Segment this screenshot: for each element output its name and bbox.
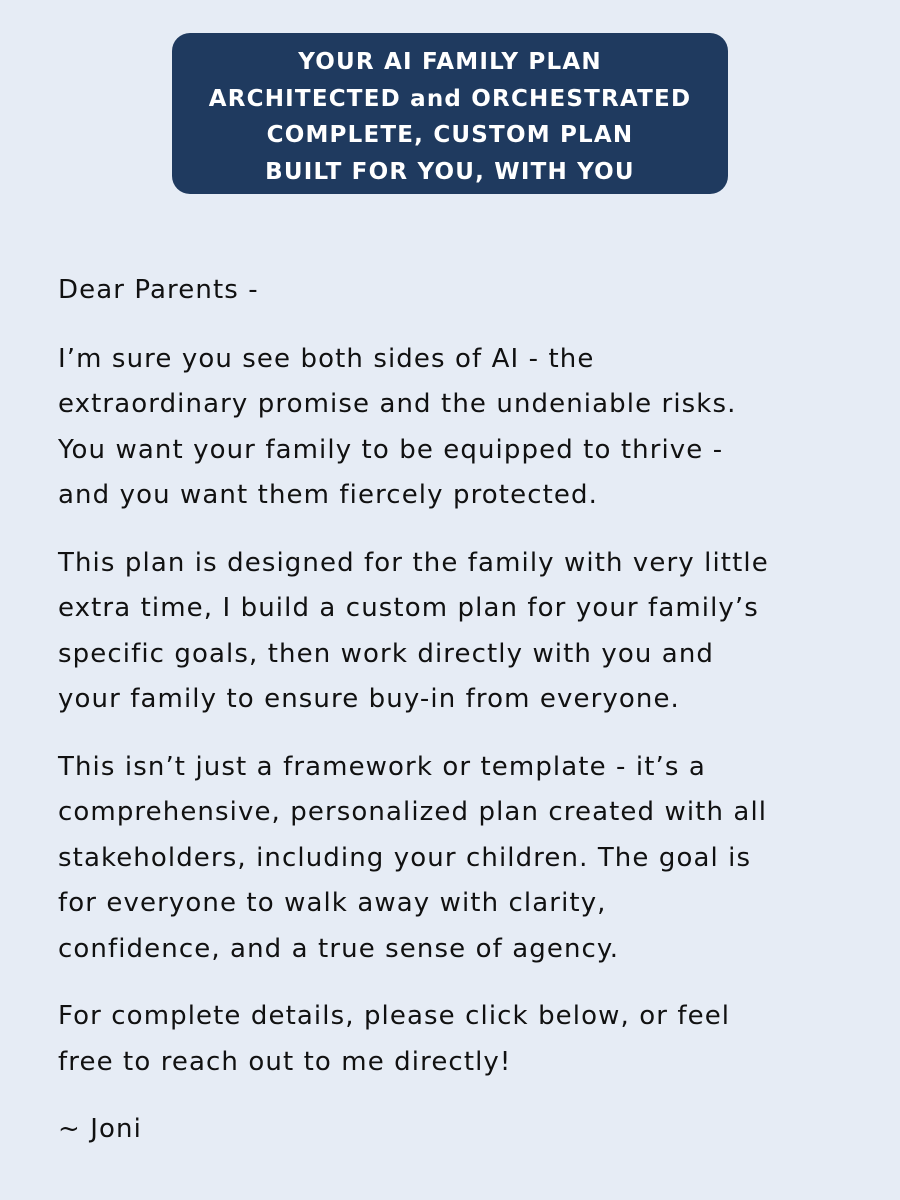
- paragraph-contact: [58, 994, 858, 1085]
- paragraph-line: confidence, and a true sense of agency.: [58, 933, 620, 964]
- paragraph-line: I’m sure you see both sides of AI - the: [58, 343, 595, 374]
- paragraph-line: specific goals, then work directly with you and: [58, 638, 715, 669]
- paragraph-ai-both-sides: [58, 337, 858, 519]
- paragraph-line: stakeholders, including your children. The goal is: [58, 842, 752, 873]
- paragraph-line: This plan is designed for the family with very little: [58, 547, 769, 578]
- banner-tagline-2: BUILT FOR YOU, WITH YOU: [265, 158, 635, 185]
- paragraph-line: For complete details, please click below, or feel: [58, 1001, 731, 1031]
- letter-greeting: Dear Parents -: [58, 275, 259, 305]
- paragraph-line: free to reach out to me directly!: [58, 1046, 512, 1077]
- letter-body: [58, 268, 858, 1153]
- paragraph-line: extra time, I build a custom plan for your family’s: [58, 593, 759, 623]
- letter-signature: ~ Joni: [58, 1114, 142, 1144]
- paragraph-line: You want your family to be equipped to thrive -: [58, 434, 724, 465]
- paragraph-comprehensive-plan: [58, 745, 858, 973]
- banner-tagline-1: COMPLETE, CUSTOM PLAN: [266, 122, 634, 148]
- paragraph-line: and you want them fiercely protected.: [58, 480, 598, 510]
- paragraph-line: extraordinary promise and the undeniable risks.: [58, 389, 737, 419]
- paragraph-line: comprehensive, personalized plan created with all: [58, 797, 768, 827]
- header-banner: [172, 33, 728, 194]
- paragraph-line: for everyone to walk away with clarity,: [58, 888, 607, 918]
- banner-subtitle: ARCHITECTED and ORCHESTRATED: [208, 85, 692, 112]
- paragraph-plan-design: [58, 541, 858, 723]
- paragraph-line: your family to ensure buy-in from everyone.: [58, 684, 680, 714]
- paragraph-line: This isn’t just a framework or template - it’s a: [58, 751, 706, 782]
- banner-title: YOUR AI FAMILY PLAN: [298, 49, 602, 75]
